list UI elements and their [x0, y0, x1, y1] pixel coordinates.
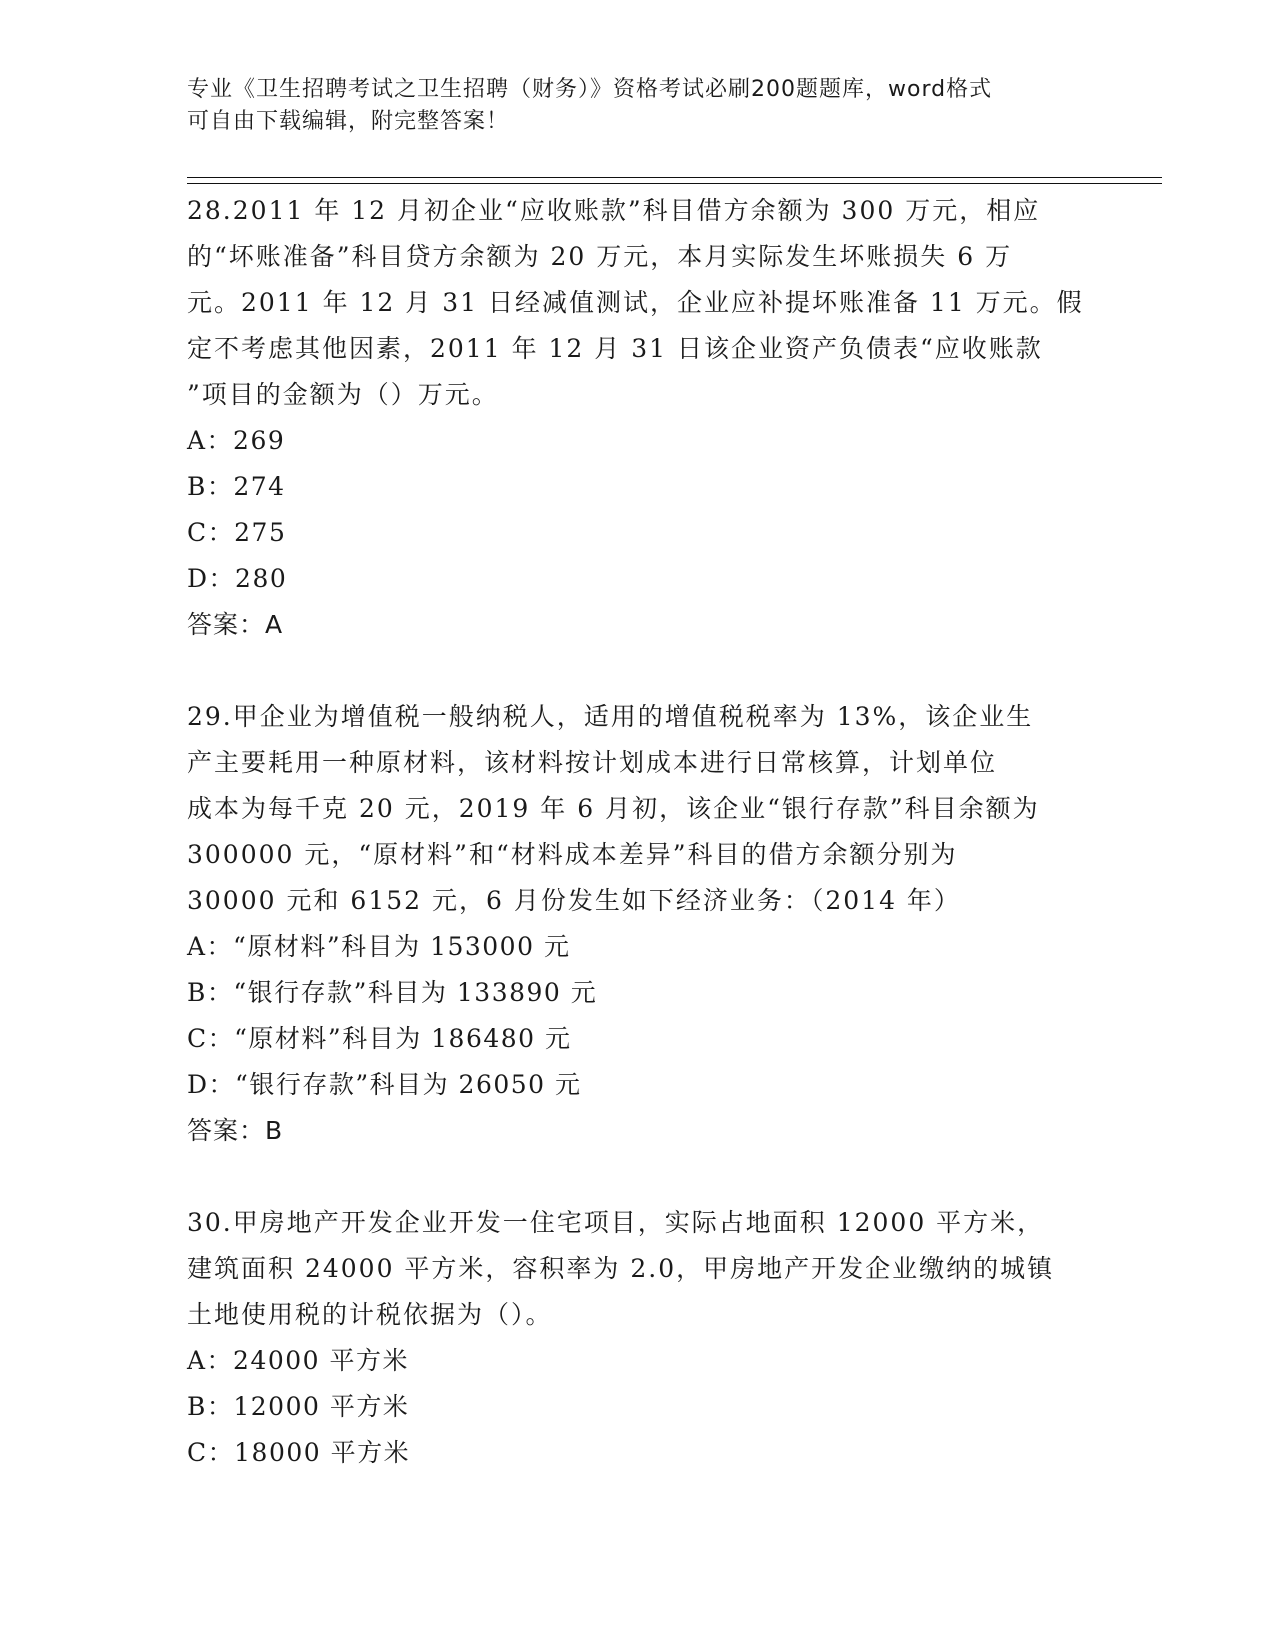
header-line: 专业《卫生招聘考试之卫生招聘（财务）》资格考试必刷200题题库，word格式 [187, 77, 993, 102]
question-stem-line: 30000 元和 6152 元，6 月份发生如下经济业务：（2014 年） [187, 886, 961, 915]
question-stem-line: 建筑面积 24000 平方米，容积率为 2.0，甲房地产开发企业缴纳的城镇 [187, 1254, 1055, 1283]
header-divider [187, 177, 1162, 178]
question-stem-line: 土地使用税的计税依据为（）。 [187, 1300, 553, 1329]
option-b: B：“银行存款”科目为 133890 元 [187, 978, 598, 1007]
option-a: A：24000 平方米 [187, 1346, 410, 1375]
question-stem-line: 300000 元，“原材料”和“材料成本差异”科目的借方余额分别为 [187, 840, 958, 869]
option-b: B：274 [187, 472, 286, 501]
question-29 [187, 694, 1067, 1154]
option-c: C：275 [187, 518, 287, 547]
option-d: D：280 [187, 564, 288, 593]
document-header [187, 74, 1087, 138]
question-stem-line: ”项目的金额为（）万元。 [187, 380, 499, 409]
answer-label: 答案：B [187, 1116, 284, 1145]
option-d: D：“银行存款”科目为 26050 元 [187, 1070, 582, 1099]
question-stem-line: 30.甲房地产开发企业开发一住宅项目，实际占地面积 12000 平方米， [187, 1208, 1045, 1237]
question-spacer [187, 648, 1067, 694]
question-stem-line: 产主要耗用一种原材料，该材料按计划成本进行日常核算，计划单位 [187, 748, 998, 777]
question-stem-line: 的“坏账准备”科目贷方余额为 20 万元，本月实际发生坏账损失 6 万 [187, 242, 1013, 271]
question-stem-line: 成本为每千克 20 元，2019 年 6 月初，该企业“银行存款”科目余额为 [187, 794, 1040, 823]
question-stem-line: 29.甲企业为增值税一般纳税人，适用的增值税税率为 13%，该企业生 [187, 702, 1034, 731]
answer-label: 答案：A [187, 610, 284, 639]
question-stem-line: 元。2011 年 12 月 31 日经减值测试，企业应补提坏账准备 11 万元。假 [187, 288, 1084, 317]
option-a: A：269 [187, 426, 286, 455]
question-30 [187, 1200, 1067, 1476]
question-spacer [187, 1154, 1067, 1200]
option-a: A：“原材料”科目为 153000 元 [187, 932, 571, 961]
option-c: C：“原材料”科目为 186480 元 [187, 1024, 572, 1053]
question-stem-line: 定不考虑其他因素，2011 年 12 月 31 日该企业资产负债表“应收账款 [187, 334, 1043, 363]
question-list [187, 188, 1084, 1476]
question-28 [187, 188, 1084, 648]
header-divider [187, 183, 1162, 184]
option-b: B：12000 平方米 [187, 1392, 410, 1421]
header-line: 可自由下载编辑，附完整答案！ [187, 109, 510, 134]
option-c: C：18000 平方米 [187, 1438, 411, 1467]
question-stem-line: 28.2011 年 12 月初企业“应收账款”科目借方余额为 300 万元，相应 [187, 196, 1041, 225]
